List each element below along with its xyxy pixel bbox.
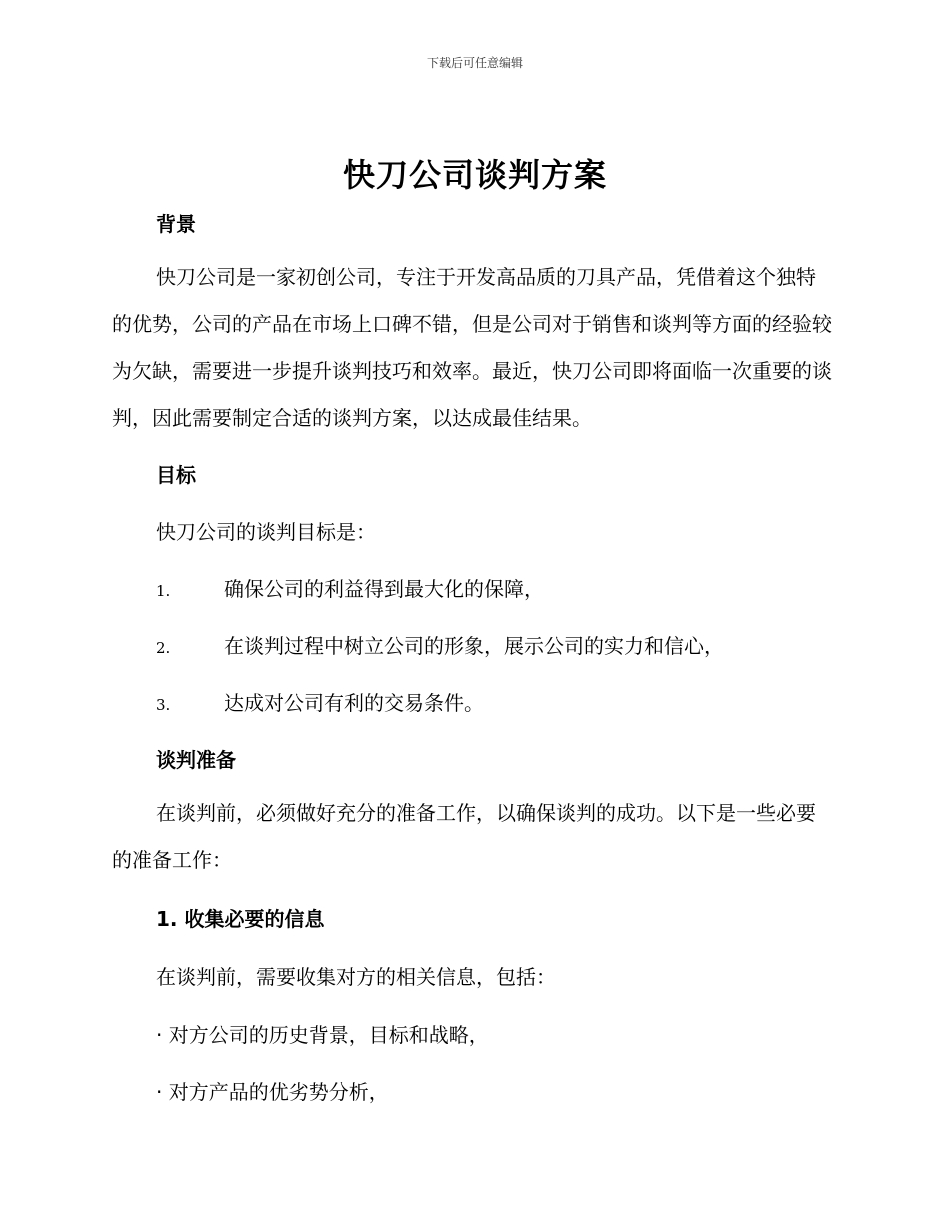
goal-item <box>156 573 544 602</box>
background-paragraph: 快刀公司是一家初创公司，专注于开发高品质的刀具产品，凭借着这个独特的优势，公司的产品在市场上口碑不错，但是公司对于销售和谈判等方面的经验较为欠缺，需要进一步提升谈判技巧和效率。最近，快刀公司即将面临一次重要的谈判，因此需要制定合适的谈判方案，以达成最佳结果。 <box>112 265 832 430</box>
section-heading-goals: 目标 <box>156 463 196 487</box>
document-title: 快刀公司谈判方案 <box>342 156 607 194</box>
goals-intro: 快刀公司的谈判目标是： <box>156 520 376 544</box>
goal-item-text: 在谈判过程中树立公司的形象，展示公司的实力和信心， <box>224 634 724 658</box>
goal-item <box>156 687 484 716</box>
preparation-paragraph: 在谈判前，必须做好充分的准备工作，以确保谈判的成功。以下是一些必要的准备工作： <box>112 801 816 872</box>
goal-item-text: 达成对公司有利的交易条件。 <box>224 691 484 715</box>
goal-item-text: 确保公司的利益得到最大化的保障， <box>224 577 544 601</box>
goal-item-number: 1. <box>156 582 171 600</box>
header-note: 下载后可任意编辑 <box>426 56 523 70</box>
preparation-sub-heading: 1. 收集必要的信息 <box>156 907 325 931</box>
section-heading-preparation: 谈判准备 <box>156 748 236 772</box>
preparation-bullet: · 对方公司的历史背景，目标和战略， <box>156 1023 489 1047</box>
goal-item-number: 3. <box>156 696 171 714</box>
preparation-bullet: · 对方产品的优劣势分析， <box>156 1080 389 1104</box>
preparation-sub-intro: 在谈判前，需要收集对方的相关信息，包括： <box>156 965 556 989</box>
goal-item-number: 2. <box>156 639 171 657</box>
goal-item <box>156 630 724 659</box>
section-heading-background: 背景 <box>156 212 196 236</box>
